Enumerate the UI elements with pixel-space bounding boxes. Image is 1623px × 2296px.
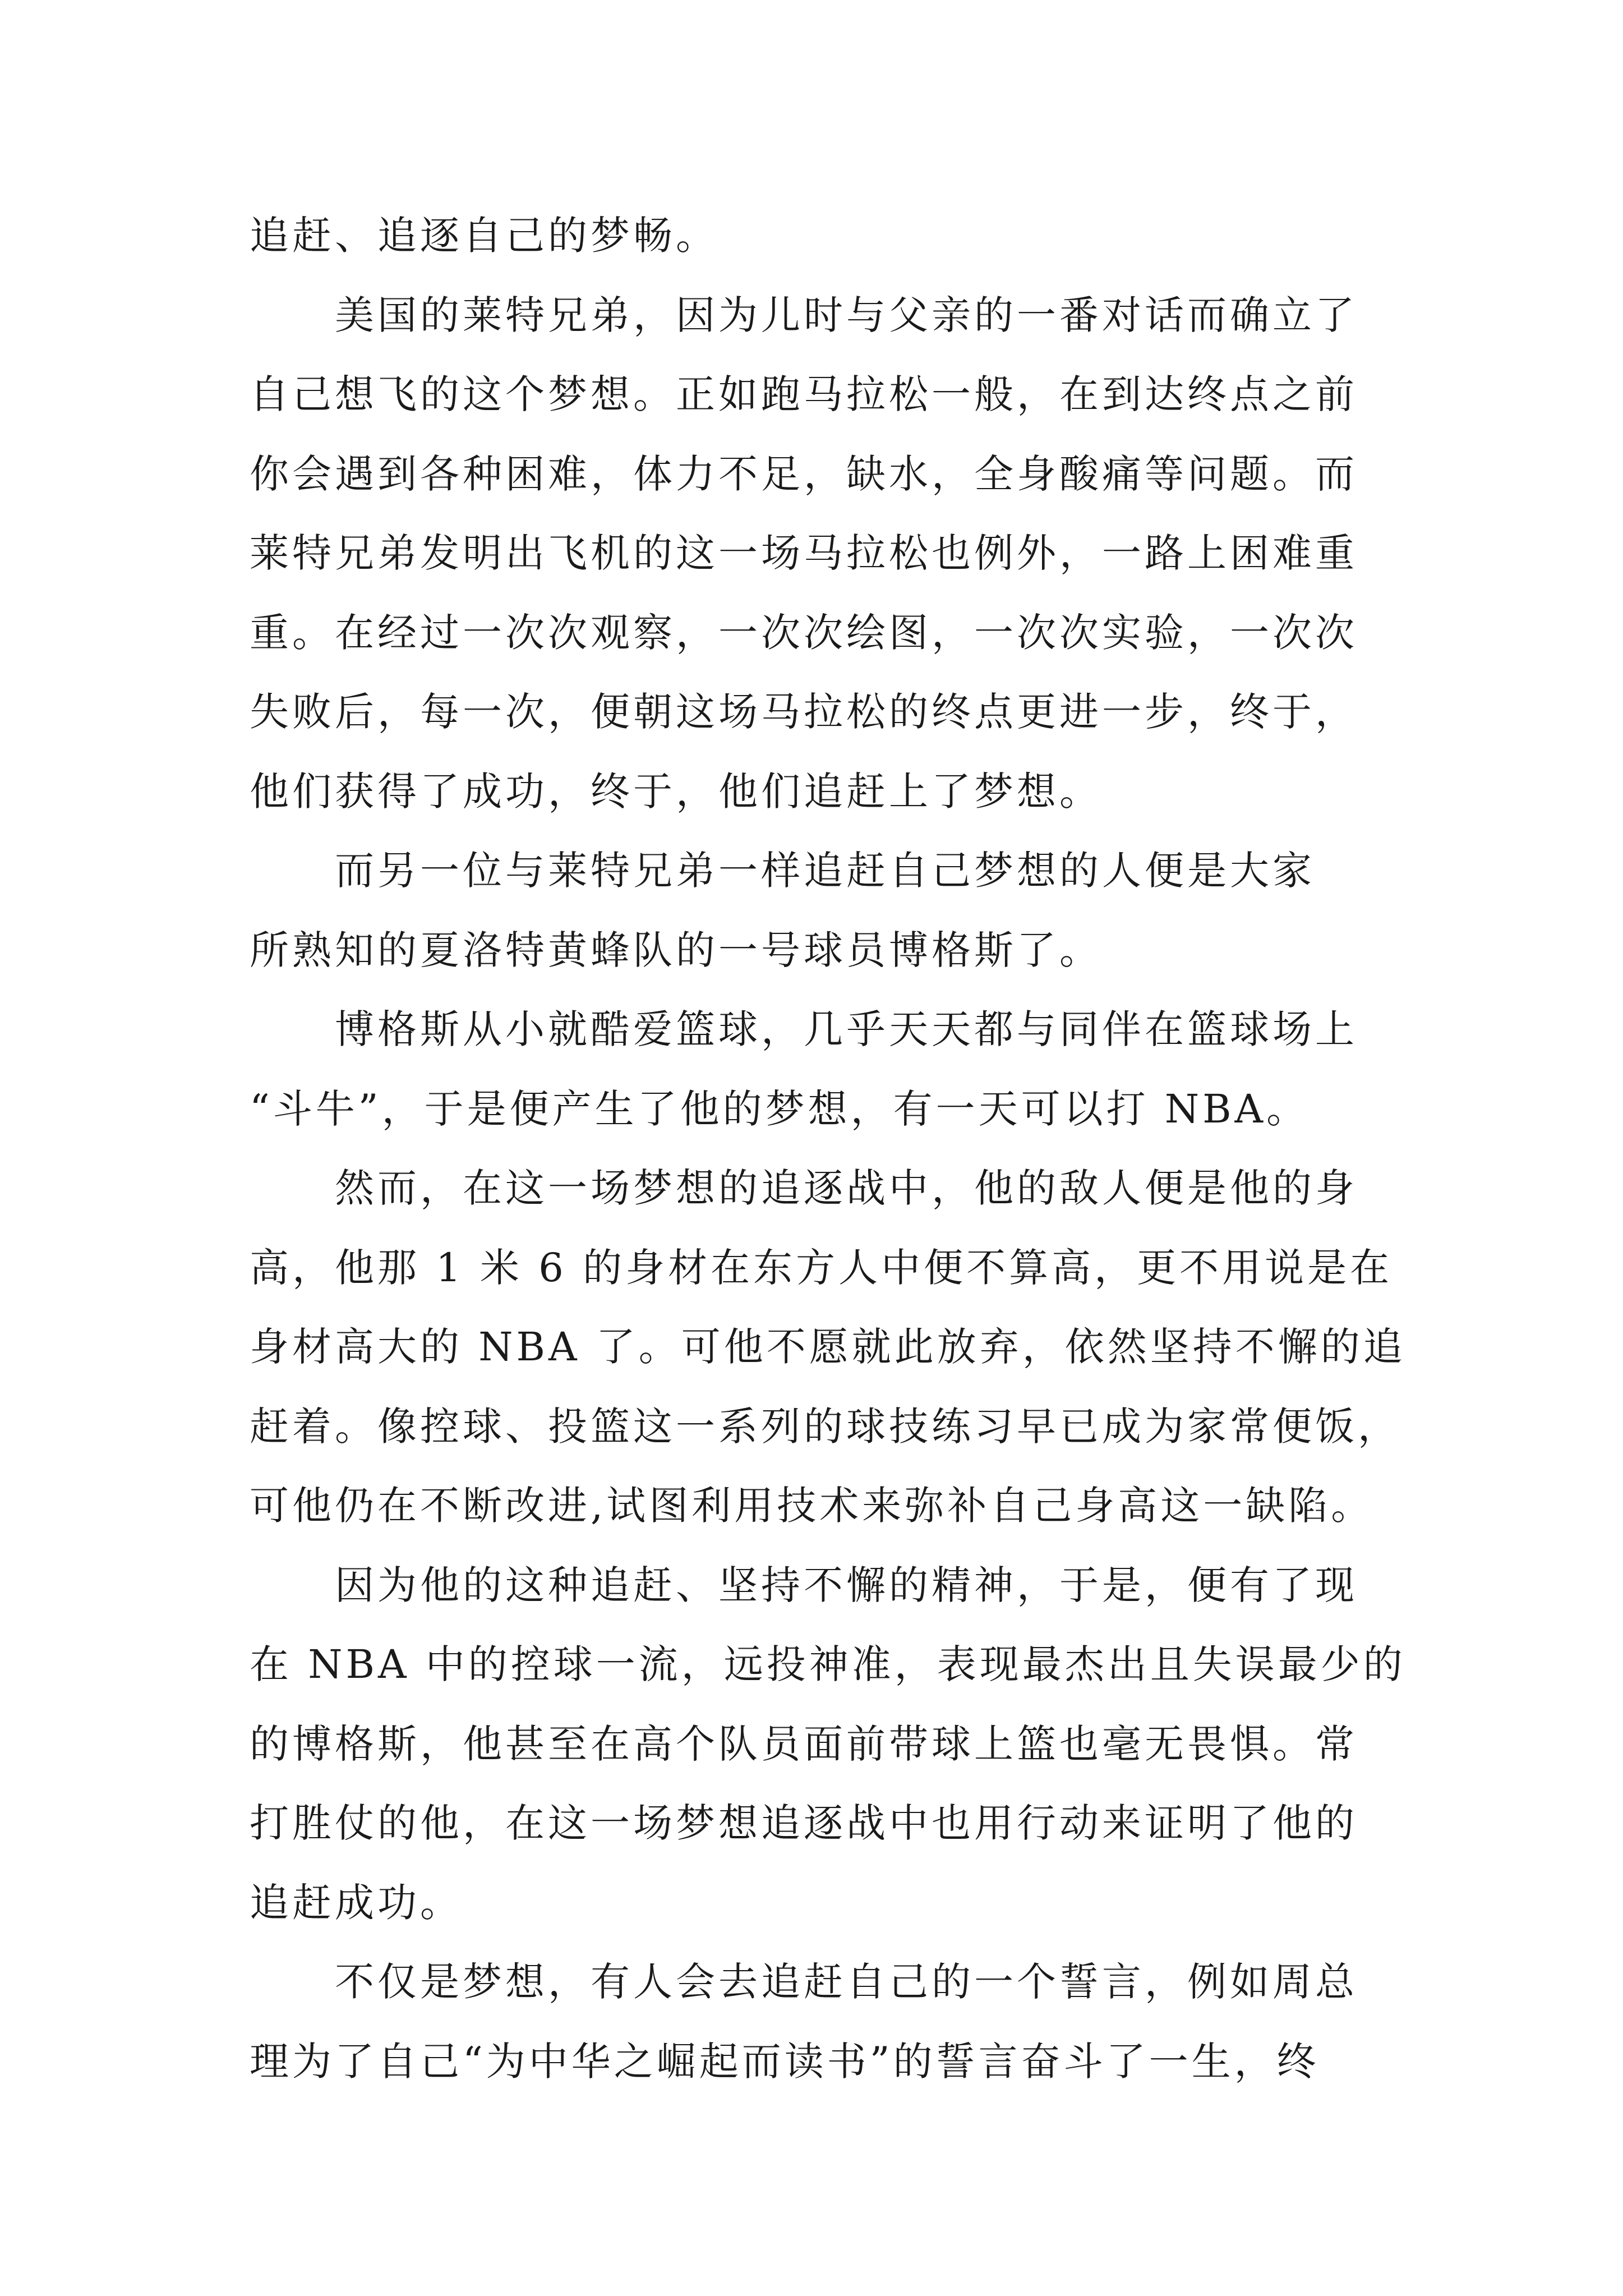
text-line: 追赶成功。 xyxy=(250,1879,463,1926)
body-text xyxy=(250,196,1406,2101)
text-line: 美国的莱特兄弟，因为儿时与父亲的一番对话而确立了 xyxy=(250,292,1358,338)
text-line: 在 NBA 中的控球一流，远投神准，表现最杰出且失误最少的 xyxy=(250,1641,1406,1687)
text-line: 失败后，每一次，便朝这场马拉松的终点更进一步，终于， xyxy=(250,689,1358,735)
paragraph-6 xyxy=(250,1546,1406,1943)
text-line: 可他仍在不断改进,试图利用技术来弥补自己身高这一缺陷。 xyxy=(250,1483,1374,1529)
text-line: 理为了自己“为中华之崛起而读书”的誓言奋斗了一生，终 xyxy=(250,2038,1320,2085)
text-line: 的博格斯，他甚至在高个队员面前带球上篮也毫无畏惧。常 xyxy=(250,1720,1358,1767)
text-line: 不仅是梦想，有人会去追赶自己的一个誓言，例如周总 xyxy=(250,1959,1358,2005)
text-line: 然而，在这一场梦想的追逐战中，他的敌人便是他的身 xyxy=(250,1165,1358,1211)
text-line: 自己想飞的这个梦想。正如跑马拉松一般，在到达终点之前 xyxy=(250,371,1358,417)
paragraph-3 xyxy=(250,831,1382,990)
text-line: 打胜仗的他，在这一场梦想追逐战中也用行动来证明了他的 xyxy=(250,1800,1358,1846)
text-line: 所熟知的夏洛特黄蜂队的一号球员博格斯了。 xyxy=(250,927,1102,973)
text-line: 赶着。像控球、投篮这一系列的球技练习早已成为家常便饭， xyxy=(250,1403,1400,1450)
text-line: 他们获得了成功，终于，他们追赶上了梦想。 xyxy=(250,768,1102,815)
text-line: 重。在经过一次次观察，一次次绘图，一次次实验，一次次 xyxy=(250,609,1358,656)
text-line: 身材高大的 NBA 了。可他不愿就此放弃，依然坚持不懈的追 xyxy=(250,1324,1406,1370)
paragraph-4 xyxy=(250,990,1382,1149)
text-line: 而另一位与莱特兄弟一样追赶自己梦想的人便是大家 xyxy=(250,848,1315,894)
text-line: 高，他那 1 米 6 的身材在东方人中便不算高，更不用说是在 xyxy=(250,1244,1393,1291)
paragraph-1 xyxy=(250,196,1382,276)
text-line: 莱特兄弟发明出飞机的这一场马拉松也例外，一路上困难重 xyxy=(250,530,1358,576)
text-line: 博格斯从小就酷爱篮球，几乎天天都与同伴在篮球场上 xyxy=(250,1006,1358,1052)
paragraph-5 xyxy=(250,1149,1406,1546)
text-line: “斗牛”，于是便产生了他的梦想，有一天可以打 NBA。 xyxy=(250,1085,1310,1132)
text-line: 追赶、追逐自己的梦畅。 xyxy=(250,213,718,259)
paragraph-2 xyxy=(250,276,1382,832)
text-line: 你会遇到各种困难，体力不足，缺水，全身酸痛等问题。而 xyxy=(250,450,1358,497)
text-line: 因为他的这种追赶、坚持不懈的精神，于是，便有了现 xyxy=(250,1562,1358,1608)
paragraph-7 xyxy=(250,1943,1382,2101)
